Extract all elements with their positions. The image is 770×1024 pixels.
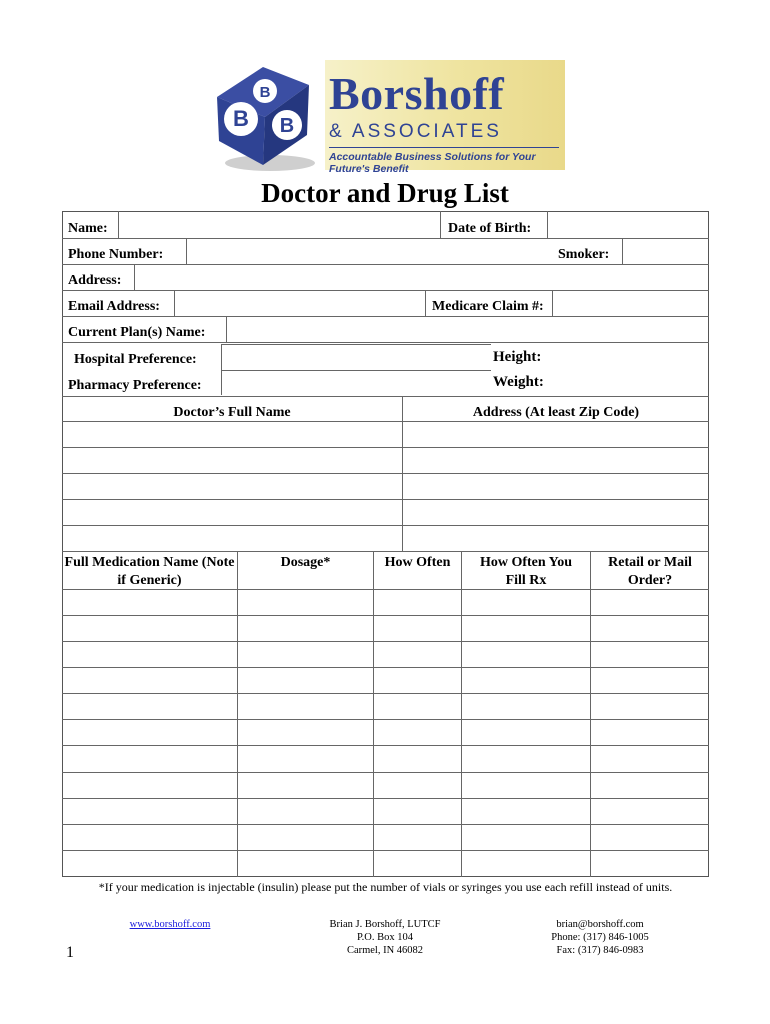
field-divider <box>440 211 441 238</box>
logo-divider <box>329 147 559 148</box>
name-field[interactable] <box>119 212 439 238</box>
po-box: P.O. Box 104 <box>356 932 413 943</box>
phone-field[interactable] <box>187 239 547 264</box>
contact-phone: Phone: (317) 846-1005 <box>551 932 649 943</box>
table-row <box>62 850 709 851</box>
table-row <box>62 421 709 422</box>
table-row <box>62 772 709 773</box>
logo-tagline: Accountable Business Solutions for Your Future's Benefit <box>329 151 536 175</box>
table-row <box>62 745 709 746</box>
med-name-header: Full Medication Name (Note if Generic) <box>64 555 235 588</box>
table-row <box>62 719 709 720</box>
page-title: Doctor and Drug List <box>261 178 509 208</box>
injectable-note: *If your medication is injectable (insulin) please put the number of vials or syringes you use each refill instead of units. <box>98 880 673 894</box>
medicare-label: Medicare Claim #: <box>432 299 544 314</box>
table-row <box>62 473 709 474</box>
hospital-label: Hospital Preference: <box>74 352 197 367</box>
retail-mail-header: Retail or Mail Order? <box>608 555 692 588</box>
med-column-divider <box>373 551 374 877</box>
plan-label: Current Plan(s) Name: <box>68 325 206 340</box>
table-row <box>62 798 709 799</box>
med-column-divider <box>461 551 462 877</box>
cube-letter-3: B <box>259 84 271 101</box>
email-label: Email Address: <box>68 299 160 314</box>
cube-letter-2: B <box>279 115 295 137</box>
weight-field[interactable] <box>550 369 708 395</box>
website-link[interactable]: www.borshoff.com <box>129 919 211 930</box>
row-divider <box>62 396 709 397</box>
name-label: Name: <box>68 221 108 236</box>
contact-fax: Fax: (317) 846-0983 <box>556 945 644 956</box>
dosage-header: Dosage* <box>280 555 331 570</box>
how-often-header: How Often <box>384 555 451 570</box>
table-row <box>62 824 709 825</box>
table-row <box>62 525 709 526</box>
table-row <box>62 499 709 500</box>
dob-field[interactable] <box>548 212 708 238</box>
phone-label: Phone Number: <box>68 247 164 262</box>
doctor-name-header: Doctor’s Full Name <box>173 405 291 420</box>
table-row <box>62 693 709 694</box>
logo-associates: & ASSOCIATES <box>329 121 502 142</box>
address-field[interactable] <box>135 265 708 290</box>
table-row <box>62 447 709 448</box>
field-divider <box>425 290 426 316</box>
pharmacy-label: Pharmacy Preference: <box>68 378 202 393</box>
contact-email: brian@borshoff.com <box>556 919 644 930</box>
footer-website[interactable] <box>100 918 240 931</box>
contact-name: Brian J. Borshoff, LUTCF <box>329 919 441 930</box>
company-logo <box>205 55 570 175</box>
letter-block-cube-icon <box>205 55 330 175</box>
hospital-field[interactable] <box>222 345 490 370</box>
cube-letter-1: B <box>233 106 249 131</box>
weight-label: Weight: <box>493 374 544 390</box>
address-label: Address: <box>68 273 122 288</box>
dob-label: Date of Birth: <box>448 221 532 236</box>
fill-rx-header: How Often You Fill Rx <box>479 555 573 588</box>
doctor-address-header: Address (At least Zip Code) <box>472 405 640 420</box>
smoker-label: Smoker: <box>558 247 610 262</box>
logo-company-name: Borshoff <box>329 68 505 119</box>
smoker-field[interactable] <box>623 239 708 264</box>
med-column-divider <box>590 551 591 877</box>
plan-field[interactable] <box>227 317 708 342</box>
table-row <box>62 615 709 616</box>
med-column-divider <box>237 551 238 877</box>
city-state-zip: Carmel, IN 46082 <box>346 945 424 956</box>
page-number: 1 <box>66 944 74 961</box>
height-label: Height: <box>493 349 542 365</box>
table-row <box>62 667 709 668</box>
footer-address-block <box>300 918 470 957</box>
medicare-field[interactable] <box>553 291 708 316</box>
pharmacy-field[interactable] <box>222 371 490 395</box>
table-row <box>62 551 709 552</box>
table-row <box>62 641 709 642</box>
table-row <box>62 589 709 590</box>
email-field[interactable] <box>175 291 425 316</box>
height-field[interactable] <box>550 343 708 369</box>
footer-contact-block <box>520 918 680 957</box>
